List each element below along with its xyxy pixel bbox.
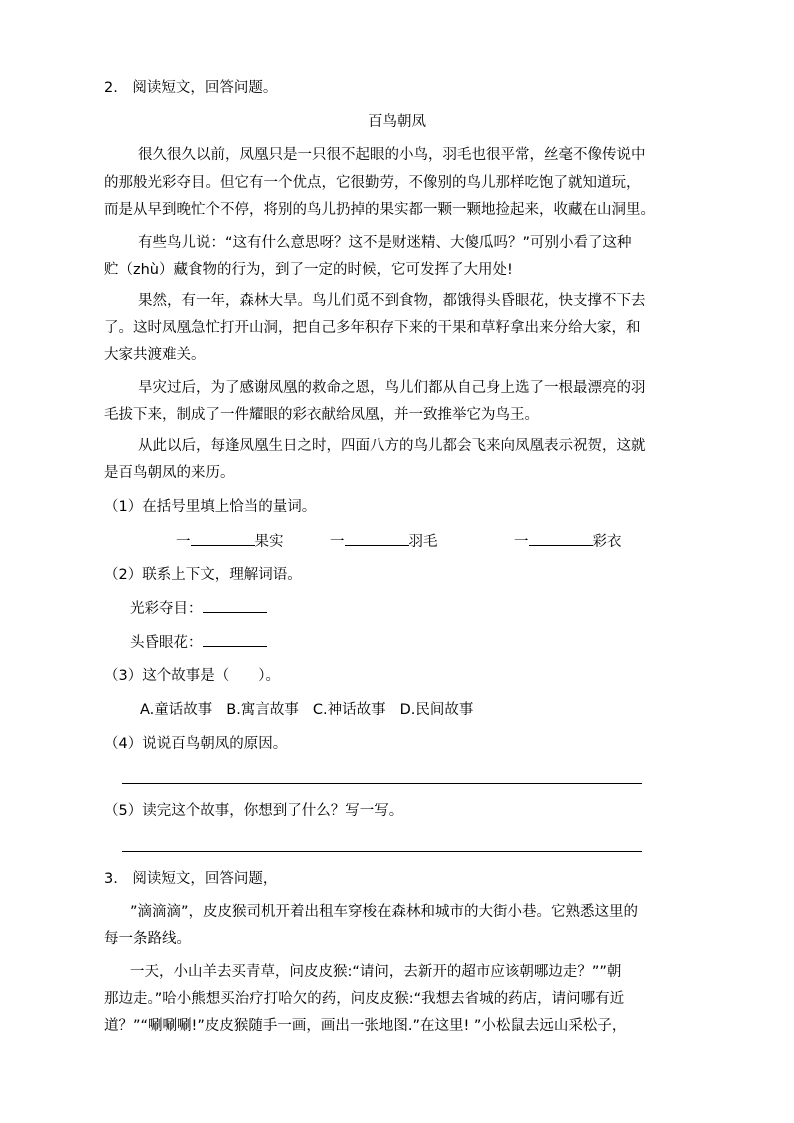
answer-blank[interactable]: [529, 531, 593, 546]
measure-word-item-3: [514, 531, 622, 552]
option-c[interactable]: C.神话故事: [312, 702, 386, 718]
item-prefix: 一: [176, 534, 191, 550]
option-d[interactable]: D.民间故事: [399, 702, 474, 718]
item-prefix: 一: [330, 534, 345, 550]
paragraph-line: 而是从早到晚忙个不停，将别的鸟儿扔掉的果实都一颗一颗地捡起来，收藏在山洞里。: [104, 202, 655, 218]
option-b[interactable]: B.寓言故事: [226, 702, 299, 718]
paragraph-line: 的那般光彩夺目。但它有一个优点，它很勤劳，不像别的鸟儿那样吃饱了就知道玩，: [104, 175, 641, 191]
paragraph-line: 是百鸟朝凤的来历。: [104, 465, 235, 481]
item-word: 彩衣: [592, 534, 622, 550]
answer-blank[interactable]: [203, 598, 267, 613]
vocab-word: 头昏眼花：: [130, 635, 203, 651]
paragraph-line: 很久很久以前，凤凰只是一只很不起眼的小鸟，羽毛也很平常，丝毫不像传说中: [138, 147, 646, 163]
paragraph-line: 那边走。”哈小熊想买治疗打哈欠的药，问皮皮猴:“我想去省城的药店，请问哪有近: [104, 991, 625, 1007]
sub-question-1: （1）在括号里填上恰当的量词。: [104, 499, 317, 515]
paragraph-line: 一天，小山羊去买青草，问皮皮猴:“请问，去新开的超市应该朝哪边走？””朝: [130, 964, 622, 980]
paragraph-line: 了。这时凤凰急忙打开山洞，把自己多年积存下来的干果和草籽拿出来分给大家，和: [104, 320, 641, 336]
choice-options: [140, 700, 487, 720]
vocab-item-1: [130, 598, 267, 619]
measure-word-item-1: [176, 531, 284, 552]
paragraph-line: 从此以后，每逢凤凰生日之时，四面八方的鸟儿都会飞来向凤凰表示祝贺，这就: [138, 438, 646, 454]
item-word: 果实: [254, 534, 284, 550]
sub-question-2: （2）联系上下文，理解词语。: [104, 567, 302, 583]
story-title: 百鸟朝凤: [368, 114, 426, 130]
paragraph-line: 大家共渡难关。: [104, 347, 206, 363]
item-word: 羽毛: [408, 534, 438, 550]
answer-blank[interactable]: [203, 632, 267, 647]
item-prefix: 一: [514, 534, 529, 550]
answer-blank[interactable]: [191, 531, 255, 546]
paragraph-line: 旱灾过后，为了感谢凤凰的救命之恩，鸟儿们都从自己身上选了一根最漂亮的羽: [138, 380, 646, 396]
q3-heading: 3. 阅读短文，回答问题，: [104, 871, 278, 887]
option-a[interactable]: A.童话故事: [140, 702, 213, 718]
answer-blank[interactable]: [345, 531, 409, 546]
measure-word-item-2: [330, 531, 438, 552]
paragraph-line: 果然，有一年，森林大旱。鸟儿们觅不到食物，都饿得头昏眼花，快支撑不下去: [138, 293, 646, 309]
sub-question-3: （3）这个故事是（ ）。: [104, 668, 280, 684]
sub-question-5: （5）读完这个故事，你想到了什么？写一写。: [104, 803, 404, 819]
paragraph-line: 毛拔下来，制成了一件耀眼的彩衣献给凤凰，并一致推举它为鸟王。: [104, 407, 539, 423]
vocab-word: 光彩夺目：: [130, 601, 203, 617]
vocab-item-2: [130, 632, 267, 653]
answer-line[interactable]: [122, 783, 642, 784]
q2-heading: 2. 阅读短文，回答问题。: [104, 80, 278, 96]
sub-question-4: （4）说说百鸟朝凤的原因。: [104, 736, 288, 752]
paragraph-line: 每一条路线。: [104, 931, 191, 947]
paragraph-line: ”滴滴滴”，皮皮猴司机开着出租车穿梭在森林和城市的大街小巷。它熟悉这里的: [130, 904, 639, 920]
paragraph-line: 贮（zhù）藏食物的行为，到了一定的时候，它可发挥了大用处!: [104, 262, 513, 278]
paragraph-line: 有些鸟儿说：“这有什么意思呀？这不是财迷精、大傻瓜吗？”可别小看了这种: [138, 235, 632, 251]
answer-line[interactable]: [122, 851, 642, 852]
paragraph-line: 道？”“唰唰唰!”皮皮猴随手一画，画出一张地图.”在这里! ”小松鼠去远山采松子，: [104, 1018, 627, 1034]
